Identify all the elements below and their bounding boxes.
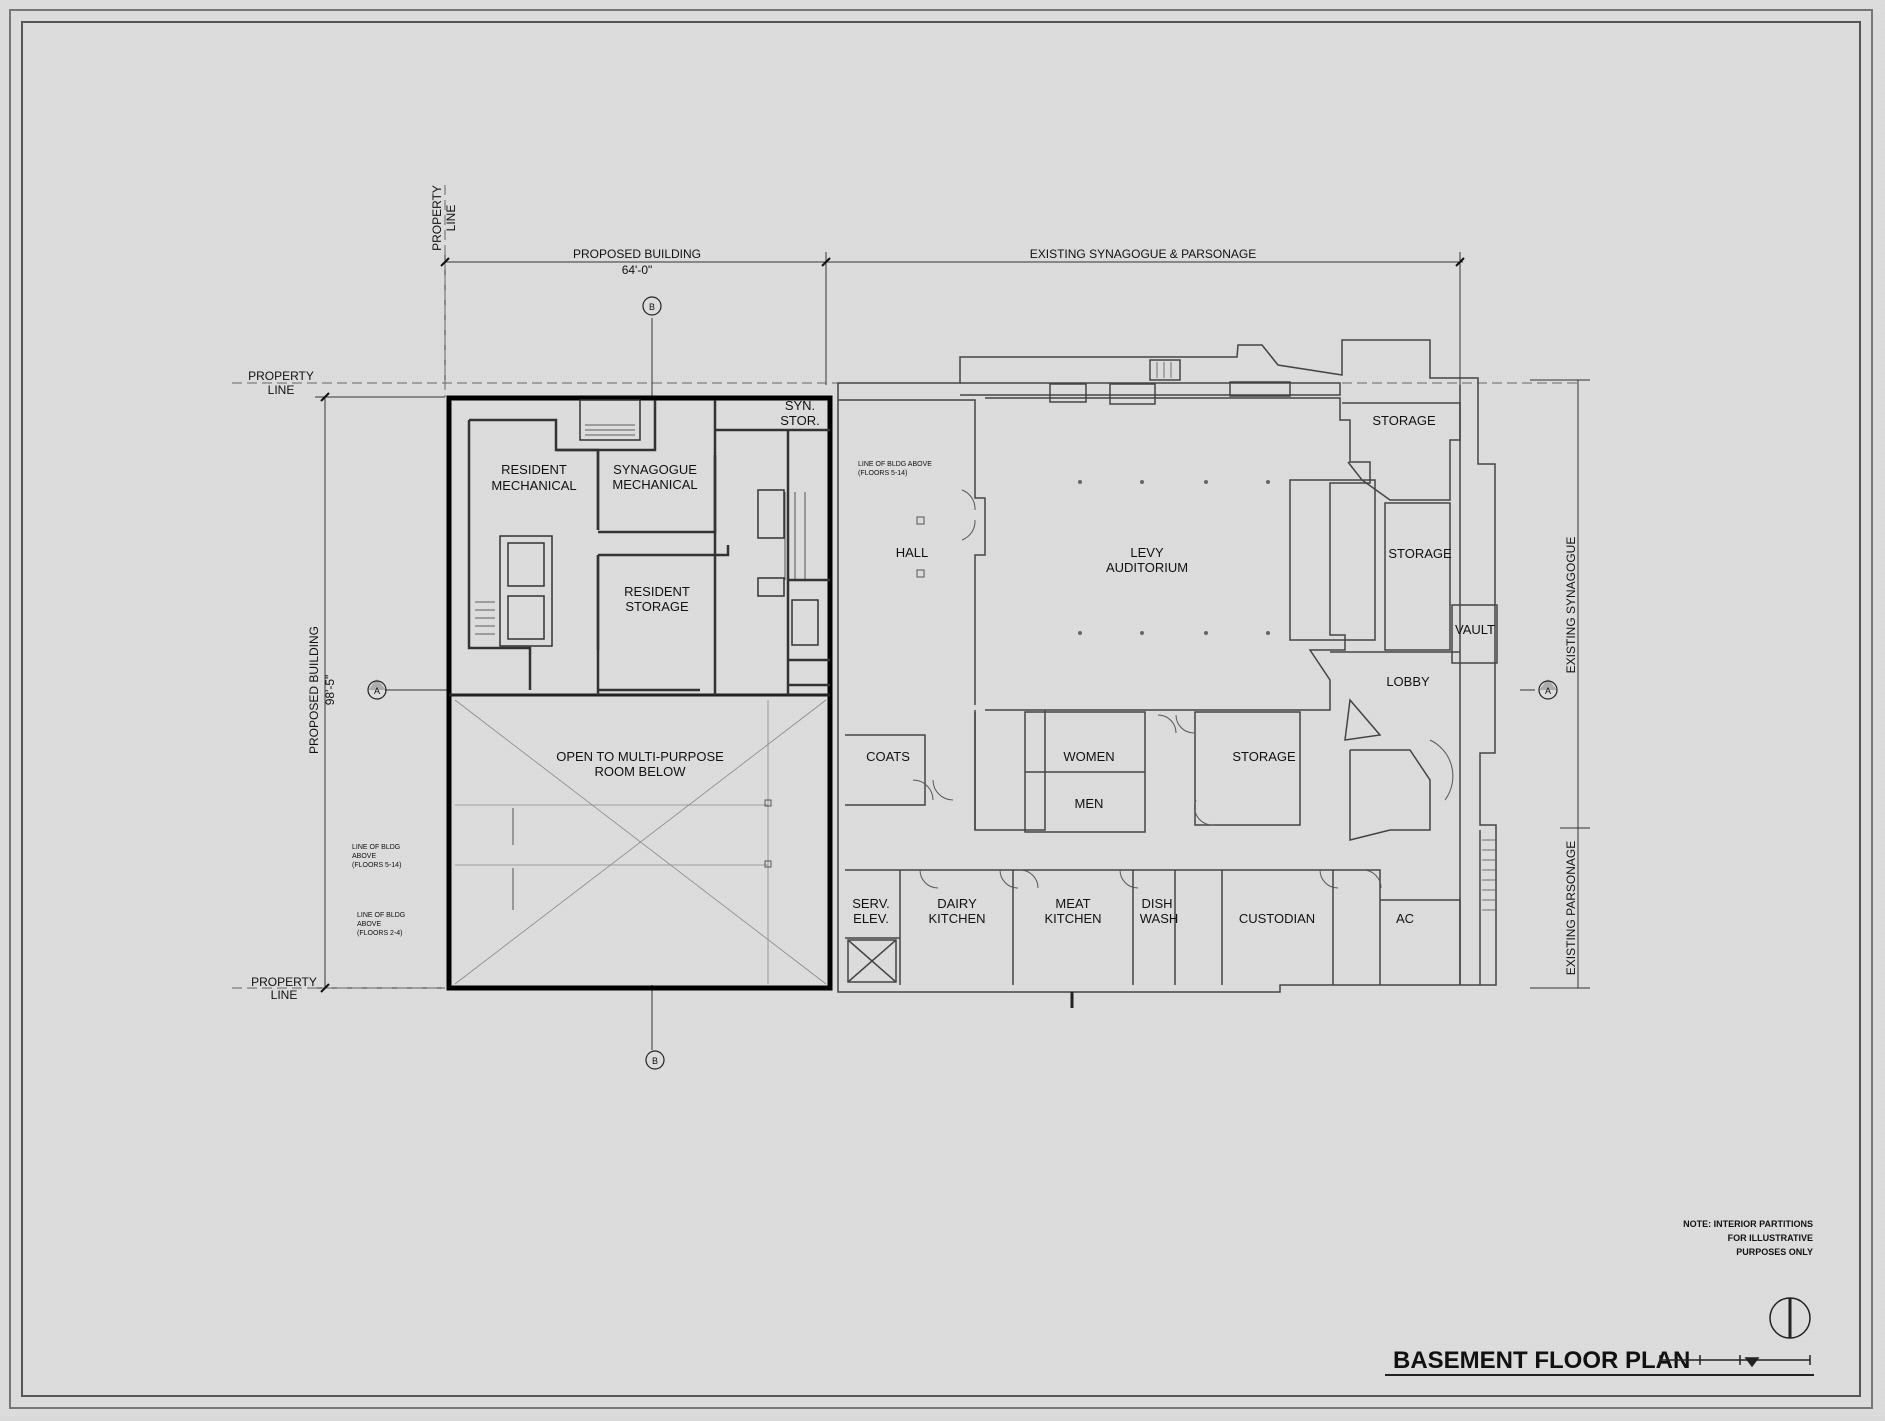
bldg-line-note-left-2: ABOVE: [352, 853, 377, 860]
room-dairy-kitchen-1: DAIRY: [937, 896, 977, 911]
room-open-to-mpr-1: OPEN TO MULTI-PURPOSE: [556, 749, 724, 764]
room-levy-auditorium-1: LEVY: [1130, 545, 1164, 560]
proposed-width-value: 64'-0": [621, 263, 653, 277]
note-line-3: PURPOSES ONLY: [1736, 1247, 1813, 1257]
room-vault: VAULT: [1455, 622, 1495, 637]
bldg-line-note-left-4: LINE OF BLDG: [357, 912, 406, 919]
room-dairy-kitchen-2: KITCHEN: [928, 911, 986, 926]
room-serv-elev-1: SERV.: [852, 896, 890, 911]
room-storage-top: STORAGE: [1372, 413, 1436, 428]
svg-text:LINE: LINE: [444, 204, 458, 232]
svg-text:A: A: [1544, 686, 1552, 696]
note-line-1: NOTE: INTERIOR PARTITIONS: [1683, 1219, 1813, 1229]
existing-width-label: EXISTING SYNAGOGUE & PARSONAGE: [1029, 247, 1257, 261]
room-dish-wash-1: DISH: [1141, 896, 1173, 911]
room-resident-storage-1: RESIDENT: [624, 584, 690, 599]
sheet-title: BASEMENT FLOOR PLAN: [1393, 1347, 1691, 1374]
room-serv-elev-2: ELEV.: [853, 911, 889, 926]
room-resident-storage-2: STORAGE: [625, 599, 689, 614]
room-synagogue-mechanical-2: MECHANICAL: [612, 477, 698, 492]
room-coats: COATS: [866, 749, 910, 764]
room-women: WOMEN: [1063, 749, 1115, 764]
room-dish-wash-2: WASH: [1139, 911, 1179, 926]
room-open-to-mpr-2: ROOM BELOW: [594, 764, 686, 779]
proposed-depth-label: PROPOSED BUILDING: [307, 625, 321, 755]
room-ac: AC: [1395, 911, 1415, 926]
note-line-2: FOR ILLUSTRATIVE: [1727, 1233, 1813, 1243]
svg-text:A: A: [373, 686, 381, 696]
svg-text:PROPERTY: PROPERTY: [430, 185, 444, 251]
existing-parsonage-label: EXISTING PARSONAGE: [1564, 840, 1578, 976]
property-line-top-1: PROPERTY: [248, 369, 314, 383]
svg-text:B: B: [651, 1056, 659, 1066]
room-synagogue-mechanical-1: SYNAGOGUE: [613, 462, 697, 477]
room-resident-mechanical-2: MECHANICAL: [491, 478, 577, 493]
room-lobby: LOBBY: [1386, 674, 1430, 689]
room-syn-stor-2: STOR.: [780, 413, 820, 428]
room-syn-stor-1: SYN.: [784, 398, 816, 413]
room-resident-mechanical-1: RESIDENT: [501, 462, 567, 477]
room-hall: HALL: [895, 545, 929, 560]
room-storage-low: STORAGE: [1232, 749, 1296, 764]
proposed-width-label: PROPOSED BUILDING: [572, 247, 702, 261]
svg-text:B: B: [648, 302, 656, 312]
property-line-top-2: LINE: [267, 383, 295, 397]
bldg-line-note-left-5: ABOVE: [357, 921, 382, 928]
bldg-line-note-left-6: (FLOORS 2-4): [357, 930, 403, 937]
bldg-line-note-right-2: (FLOORS 5-14): [858, 470, 908, 477]
proposed-depth-value: 98'-5": [323, 674, 337, 706]
room-meat-kitchen-1: MEAT: [1055, 896, 1091, 911]
room-men: MEN: [1074, 796, 1104, 811]
bldg-line-note-left-1: LINE OF BLDG: [352, 844, 401, 851]
existing-synagogue-label: EXISTING SYNAGOGUE: [1564, 536, 1578, 674]
property-line-bottom-2: LINE: [270, 988, 298, 1002]
room-meat-kitchen-2: KITCHEN: [1044, 911, 1102, 926]
room-custodian: CUSTODIAN: [1238, 911, 1316, 926]
property-line-bottom-1: PROPERTY: [251, 975, 317, 989]
room-levy-auditorium-2: AUDITORIUM: [1105, 560, 1189, 575]
bldg-line-note-left-3: (FLOORS 5-14): [352, 862, 402, 869]
room-storage-mid: STORAGE: [1388, 546, 1452, 561]
bldg-line-note-right-1: LINE OF BLDG ABOVE: [858, 461, 932, 468]
